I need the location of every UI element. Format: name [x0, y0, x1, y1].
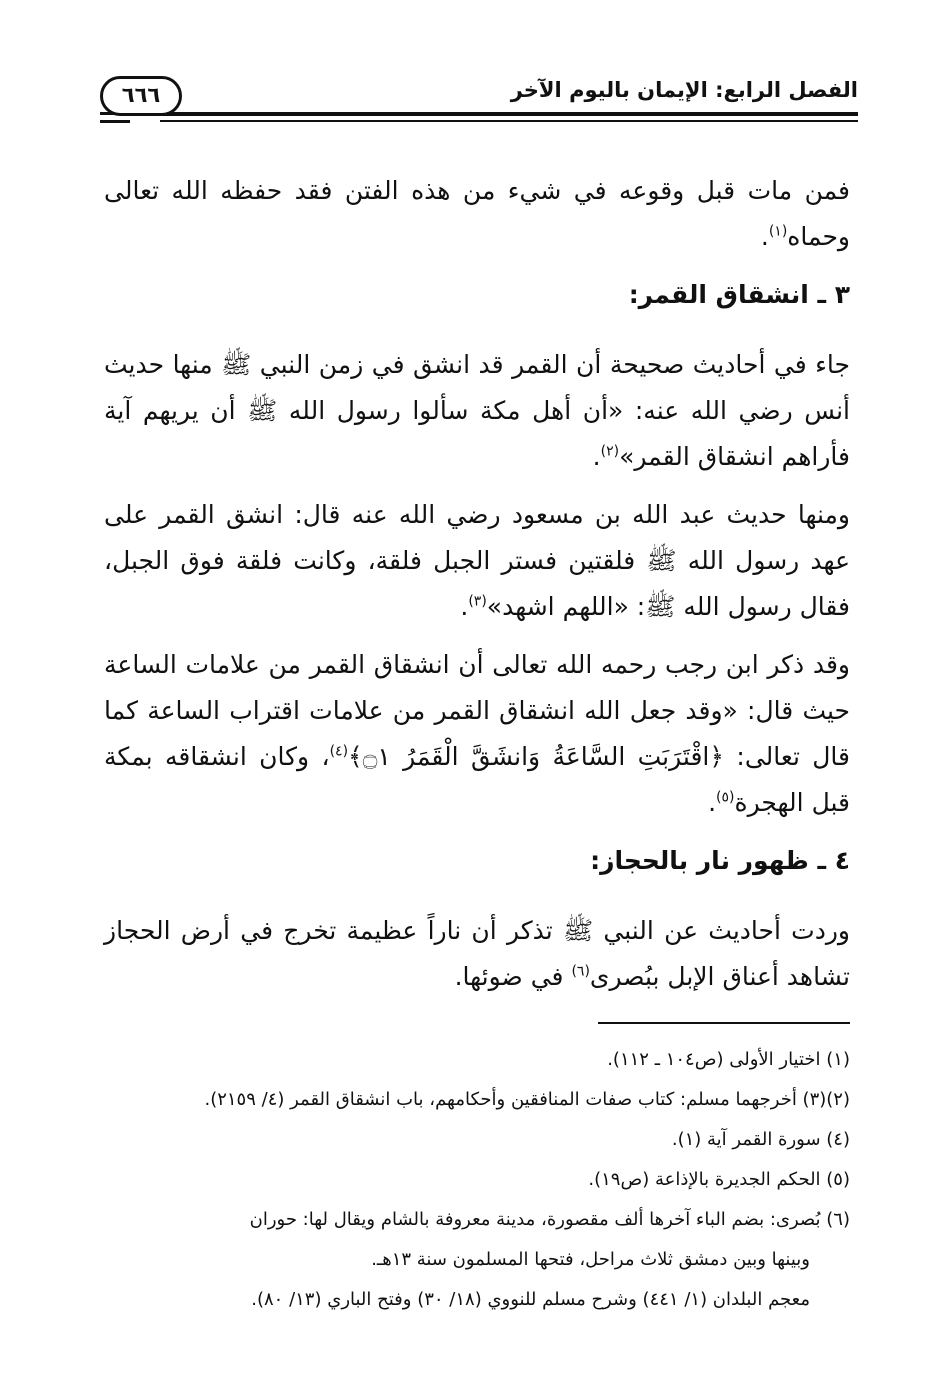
header-rule-thick [160, 112, 858, 116]
punctuation: . [460, 592, 469, 621]
footnote-ref-6: (٦) [571, 963, 590, 980]
footnote-separator [598, 1022, 850, 1024]
paragraph-text: في ضوئها. [454, 962, 572, 991]
section-heading-4: ٤ ـ ظهور نار بالحجاز: [590, 846, 850, 875]
paragraph-text: فمن مات قبل وقوعه في شيء من هذه الفتن فقد حفظه الله تعالى وحماه [104, 176, 850, 251]
header-rule-stub [100, 120, 130, 123]
footnote-1: (١) اختيار الأولى (ص١٠٤ ـ ١١٢). [607, 1049, 850, 1070]
paragraph-text: وردت أحاديث عن النبي ﷺ تذكر أن ناراً عظيمة تخرج في أرض الحجاز تشاهد أعناق الإبل ببُصرى [104, 916, 850, 991]
main-text [104, 168, 850, 1012]
paragraph-5 [104, 908, 850, 1000]
footnote-5: (٥) الحكم الجديرة بالإذاعة (ص١٩). [588, 1169, 850, 1190]
section-heading-3: ٣ ـ انشقاق القمر: [628, 280, 850, 309]
footnote-6: (٦) بُصرى: بضم الباء آخرها ألف مقصورة، مدينة معروفة بالشام ويقال لها: حوران [249, 1209, 850, 1230]
paragraph-3 [104, 492, 850, 630]
footnote-6-sources: معجم البلدان (١/ ٤٤١) وشرح مسلم للنووي (١٨/ ٣٠) وفتح الباري (١٣/ ٨٠). [251, 1289, 810, 1310]
footnote-ref-5: (٥) [716, 789, 735, 806]
footnote-ref-1: (١) [768, 223, 788, 240]
footnote-ref-4: (٤) [329, 743, 349, 760]
header-rule-thin [160, 120, 858, 122]
footnote-ref-3: (٣) [468, 593, 487, 610]
paragraph-4 [104, 642, 850, 826]
paragraph-1 [104, 168, 850, 260]
paragraph-text: ، وكان انشقاقه بمكة قبل الهجرة [104, 742, 850, 817]
paragraph-text: ومنها حديث عبد الله بن مسعود رضي الله عنه قال: انشق القمر على عهد رسول الله ﷺ فلقتين فستر الجبل فلقة، وكانت فلقة فوق الجبل، فقال رسول الله ﷺ: «اللهم اشهد» [104, 500, 850, 621]
running-title: الفصل الرابع: الإيمان باليوم الآخر [510, 78, 858, 102]
paragraph-text: وقد ذكر ابن رجب رحمه الله تعالى أن انشقاق القمر من علامات الساعة حيث قال: «وقد جعل الله انشقاق القمر من علامات اقتراب الساعة كما قال تعالى: ﴿اقْتَرَبَتِ السَّاعَةُ وَانشَقَّ الْقَمَرُ ۝١﴾ [104, 650, 851, 771]
page-header [100, 72, 858, 132]
paragraph-2 [104, 342, 850, 480]
footnote-4: (٤) سورة القمر آية (١). [671, 1129, 850, 1150]
footnote-6-continued: وبينها وبين دمشق ثلاث مراحل، فتحها المسلمون سنة ١٣هـ. [371, 1249, 810, 1270]
punctuation: . [760, 222, 769, 251]
footnote-2-3: (٢)(٣) أخرجهما مسلم: كتاب صفات المنافقين وأحكامهم، باب انشقاق القمر (٤/ ٢١٥٩). [204, 1089, 850, 1110]
punctuation: . [592, 442, 601, 471]
paragraph-text: جاء في أحاديث صحيحة أن القمر قد انشق في زمن النبي ﷺ منها حديث أنس رضي الله عنه: «أن أهل مكة سألوا رسول الله ﷺ أن يريهم آية فأراهم انشقاق القمر» [104, 350, 850, 471]
page-number-badge: ٦٦٦ [100, 76, 182, 116]
punctuation: . [708, 788, 717, 817]
footnote-ref-2: (٢) [600, 443, 620, 460]
footnotes [104, 1040, 850, 1320]
